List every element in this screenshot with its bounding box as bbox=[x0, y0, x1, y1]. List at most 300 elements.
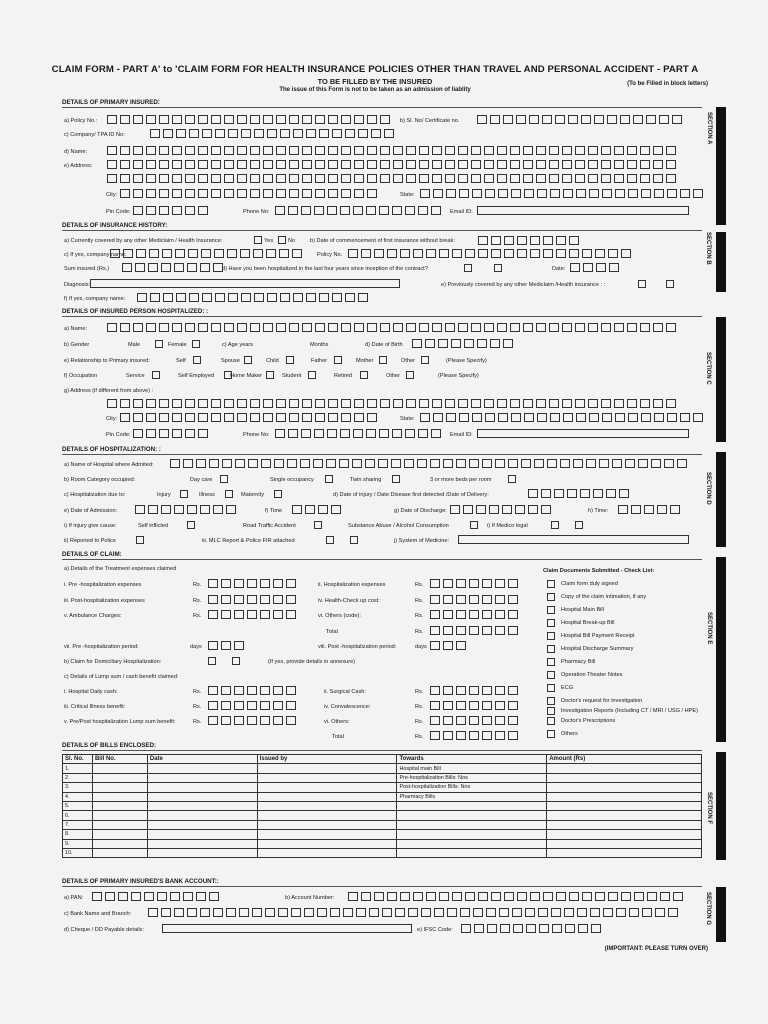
char-box[interactable] bbox=[189, 129, 199, 138]
char-box[interactable] bbox=[511, 413, 521, 422]
char-box[interactable] bbox=[131, 892, 141, 901]
admission-date-boxes[interactable] bbox=[135, 505, 239, 514]
char-box[interactable] bbox=[495, 610, 505, 619]
char-box[interactable] bbox=[162, 249, 172, 258]
char-box[interactable] bbox=[211, 160, 221, 169]
char-box[interactable] bbox=[515, 505, 525, 514]
char-box[interactable] bbox=[260, 579, 270, 588]
char-box[interactable] bbox=[221, 579, 231, 588]
char-box[interactable] bbox=[456, 610, 466, 619]
option-checkbox[interactable] bbox=[379, 356, 387, 364]
char-box[interactable] bbox=[174, 908, 184, 917]
char-box[interactable] bbox=[510, 174, 520, 183]
checklist-checkbox[interactable] bbox=[547, 730, 555, 738]
bills-cell[interactable] bbox=[92, 848, 147, 857]
char-box[interactable] bbox=[672, 115, 682, 124]
char-box[interactable] bbox=[432, 160, 442, 169]
char-box[interactable] bbox=[517, 236, 527, 245]
char-box[interactable] bbox=[443, 716, 453, 725]
char-box[interactable] bbox=[315, 115, 325, 124]
char-box[interactable] bbox=[486, 908, 496, 917]
amount-boxes[interactable] bbox=[208, 595, 299, 604]
char-box[interactable] bbox=[263, 399, 273, 408]
char-box[interactable] bbox=[289, 323, 299, 332]
char-box[interactable] bbox=[575, 174, 585, 183]
char-box[interactable] bbox=[215, 293, 225, 302]
bills-cell[interactable] bbox=[147, 830, 257, 839]
char-box[interactable] bbox=[133, 323, 143, 332]
char-box[interactable] bbox=[275, 206, 285, 215]
char-box[interactable] bbox=[602, 413, 612, 422]
char-box[interactable] bbox=[345, 293, 355, 302]
char-box[interactable] bbox=[250, 160, 260, 169]
checklist-checkbox[interactable] bbox=[547, 697, 555, 705]
char-box[interactable] bbox=[237, 189, 247, 198]
char-box[interactable] bbox=[341, 174, 351, 183]
bank-boxes[interactable] bbox=[148, 908, 681, 917]
male-checkbox[interactable] bbox=[155, 340, 163, 348]
char-box[interactable] bbox=[185, 146, 195, 155]
char-box[interactable] bbox=[484, 174, 494, 183]
char-box[interactable] bbox=[261, 459, 271, 468]
option-checkbox[interactable] bbox=[421, 356, 429, 364]
char-box[interactable] bbox=[465, 249, 475, 258]
bills-cell[interactable]: Hospital main Bill bbox=[397, 764, 547, 773]
char-box[interactable] bbox=[185, 115, 195, 124]
char-box[interactable] bbox=[536, 160, 546, 169]
option-checkbox[interactable] bbox=[220, 475, 228, 483]
char-box[interactable] bbox=[392, 429, 402, 438]
char-box[interactable] bbox=[680, 189, 690, 198]
char-box[interactable] bbox=[582, 249, 592, 258]
char-box[interactable] bbox=[588, 323, 598, 332]
char-box[interactable] bbox=[122, 263, 132, 272]
char-box[interactable] bbox=[508, 459, 518, 468]
char-box[interactable] bbox=[273, 579, 283, 588]
char-box[interactable] bbox=[341, 399, 351, 408]
char-box[interactable] bbox=[384, 129, 394, 138]
char-box[interactable] bbox=[420, 189, 430, 198]
bills-cell[interactable] bbox=[147, 820, 257, 829]
char-box[interactable] bbox=[439, 892, 449, 901]
char-box[interactable] bbox=[666, 399, 676, 408]
char-box[interactable] bbox=[653, 160, 663, 169]
char-box[interactable] bbox=[302, 115, 312, 124]
char-box[interactable] bbox=[588, 146, 598, 155]
char-box[interactable] bbox=[641, 413, 651, 422]
char-box[interactable] bbox=[473, 908, 483, 917]
char-box[interactable] bbox=[469, 716, 479, 725]
ifsc-boxes[interactable] bbox=[461, 924, 604, 933]
char-box[interactable] bbox=[345, 129, 355, 138]
char-box[interactable] bbox=[627, 323, 637, 332]
bills-cell[interactable] bbox=[397, 830, 547, 839]
char-box[interactable] bbox=[289, 189, 299, 198]
char-box[interactable] bbox=[211, 399, 221, 408]
char-box[interactable] bbox=[640, 399, 650, 408]
char-box[interactable] bbox=[657, 505, 667, 514]
char-box[interactable] bbox=[510, 146, 520, 155]
char-box[interactable] bbox=[476, 505, 486, 514]
char-box[interactable] bbox=[201, 249, 211, 258]
char-box[interactable] bbox=[609, 263, 619, 272]
char-box[interactable] bbox=[358, 129, 368, 138]
char-box[interactable] bbox=[523, 146, 533, 155]
char-box[interactable] bbox=[508, 610, 518, 619]
char-box[interactable] bbox=[379, 429, 389, 438]
char-box[interactable] bbox=[196, 459, 206, 468]
char-box[interactable] bbox=[502, 505, 512, 514]
char-box[interactable] bbox=[471, 174, 481, 183]
char-box[interactable] bbox=[330, 908, 340, 917]
char-box[interactable] bbox=[198, 323, 208, 332]
char-box[interactable] bbox=[159, 323, 169, 332]
char-box[interactable] bbox=[607, 115, 617, 124]
char-box[interactable] bbox=[430, 459, 440, 468]
char-box[interactable] bbox=[555, 115, 565, 124]
char-box[interactable] bbox=[328, 399, 338, 408]
address-boxes-1[interactable] bbox=[107, 160, 679, 169]
char-box[interactable] bbox=[379, 206, 389, 215]
amount-boxes[interactable] bbox=[208, 701, 299, 710]
char-box[interactable] bbox=[273, 595, 283, 604]
option-checkbox[interactable] bbox=[406, 371, 414, 379]
char-box[interactable] bbox=[234, 686, 244, 695]
char-box[interactable] bbox=[367, 399, 377, 408]
char-box[interactable] bbox=[549, 146, 559, 155]
char-box[interactable] bbox=[430, 686, 440, 695]
char-box[interactable] bbox=[250, 146, 260, 155]
bills-cell[interactable] bbox=[92, 773, 147, 782]
c-name-boxes[interactable] bbox=[107, 323, 679, 332]
char-box[interactable] bbox=[208, 716, 218, 725]
char-box[interactable] bbox=[208, 701, 218, 710]
char-box[interactable] bbox=[224, 399, 234, 408]
char-box[interactable] bbox=[237, 399, 247, 408]
char-box[interactable] bbox=[432, 146, 442, 155]
char-box[interactable] bbox=[482, 701, 492, 710]
char-box[interactable] bbox=[263, 146, 273, 155]
char-box[interactable] bbox=[543, 249, 553, 258]
char-box[interactable] bbox=[276, 115, 286, 124]
char-box[interactable] bbox=[539, 924, 549, 933]
char-box[interactable] bbox=[247, 610, 257, 619]
char-box[interactable] bbox=[328, 174, 338, 183]
c-pin-boxes[interactable] bbox=[133, 429, 211, 438]
char-box[interactable] bbox=[302, 146, 312, 155]
char-box[interactable] bbox=[463, 505, 473, 514]
char-box[interactable] bbox=[594, 115, 604, 124]
char-box[interactable] bbox=[537, 189, 547, 198]
char-box[interactable] bbox=[120, 413, 130, 422]
char-box[interactable] bbox=[340, 429, 350, 438]
char-box[interactable] bbox=[536, 323, 546, 332]
char-box[interactable] bbox=[621, 892, 631, 901]
char-box[interactable] bbox=[634, 892, 644, 901]
char-box[interactable] bbox=[508, 626, 518, 635]
char-box[interactable] bbox=[235, 459, 245, 468]
char-box[interactable] bbox=[469, 595, 479, 604]
char-box[interactable] bbox=[234, 610, 244, 619]
char-box[interactable] bbox=[354, 189, 364, 198]
char-box[interactable] bbox=[614, 399, 624, 408]
bills-cell[interactable] bbox=[92, 792, 147, 801]
char-box[interactable] bbox=[250, 399, 260, 408]
char-box[interactable] bbox=[211, 115, 221, 124]
char-box[interactable] bbox=[289, 399, 299, 408]
char-box[interactable] bbox=[148, 263, 158, 272]
char-box[interactable] bbox=[137, 293, 147, 302]
hospital-boxes[interactable] bbox=[170, 459, 690, 468]
injury-date-boxes[interactable] bbox=[528, 489, 632, 498]
char-box[interactable] bbox=[315, 189, 325, 198]
bills-cell[interactable] bbox=[397, 839, 547, 848]
char-box[interactable] bbox=[172, 146, 182, 155]
char-box[interactable] bbox=[161, 908, 171, 917]
char-box[interactable] bbox=[213, 908, 223, 917]
char-box[interactable] bbox=[380, 399, 390, 408]
char-box[interactable] bbox=[208, 579, 218, 588]
char-box[interactable] bbox=[530, 249, 540, 258]
char-box[interactable] bbox=[508, 686, 518, 695]
char-box[interactable] bbox=[170, 459, 180, 468]
char-box[interactable] bbox=[582, 892, 592, 901]
char-box[interactable] bbox=[120, 146, 130, 155]
char-box[interactable] bbox=[569, 236, 579, 245]
char-box[interactable] bbox=[500, 924, 510, 933]
char-box[interactable] bbox=[302, 174, 312, 183]
char-box[interactable] bbox=[198, 429, 208, 438]
bills-cell[interactable] bbox=[547, 783, 702, 792]
char-box[interactable] bbox=[443, 459, 453, 468]
char-box[interactable] bbox=[318, 505, 328, 514]
char-box[interactable] bbox=[286, 610, 296, 619]
char-box[interactable] bbox=[252, 908, 262, 917]
char-box[interactable] bbox=[328, 323, 338, 332]
char-box[interactable] bbox=[260, 595, 270, 604]
char-box[interactable] bbox=[495, 579, 505, 588]
char-box[interactable] bbox=[668, 908, 678, 917]
medicine-field[interactable] bbox=[458, 535, 689, 544]
bills-cell[interactable] bbox=[92, 801, 147, 810]
bills-cell[interactable]: Pre-hospitalization Bills: Nos bbox=[397, 773, 547, 782]
char-box[interactable] bbox=[419, 146, 429, 155]
char-box[interactable] bbox=[354, 115, 364, 124]
char-box[interactable] bbox=[472, 413, 482, 422]
char-box[interactable] bbox=[556, 249, 566, 258]
char-box[interactable] bbox=[508, 731, 518, 740]
char-box[interactable] bbox=[120, 160, 130, 169]
char-box[interactable] bbox=[693, 189, 703, 198]
char-box[interactable] bbox=[562, 146, 572, 155]
char-box[interactable] bbox=[237, 174, 247, 183]
char-box[interactable] bbox=[226, 505, 236, 514]
char-box[interactable] bbox=[568, 115, 578, 124]
char-box[interactable] bbox=[512, 908, 522, 917]
c-email-field[interactable] bbox=[477, 429, 689, 438]
char-box[interactable] bbox=[326, 459, 336, 468]
char-box[interactable] bbox=[418, 429, 428, 438]
char-box[interactable] bbox=[292, 249, 302, 258]
discharge-date-boxes[interactable] bbox=[450, 505, 554, 514]
char-box[interactable] bbox=[458, 399, 468, 408]
char-box[interactable] bbox=[185, 189, 195, 198]
char-box[interactable] bbox=[280, 129, 290, 138]
option-checkbox[interactable] bbox=[308, 371, 316, 379]
diagnosis-field[interactable] bbox=[90, 279, 400, 288]
char-box[interactable] bbox=[653, 174, 663, 183]
char-box[interactable] bbox=[450, 505, 460, 514]
char-box[interactable] bbox=[654, 189, 664, 198]
char-box[interactable] bbox=[374, 249, 384, 258]
char-box[interactable] bbox=[640, 323, 650, 332]
bills-cell[interactable] bbox=[147, 811, 257, 820]
bills-cell[interactable]: Post-hospitalization Bills: Nos bbox=[397, 783, 547, 792]
char-box[interactable] bbox=[327, 206, 337, 215]
char-box[interactable] bbox=[484, 323, 494, 332]
char-box[interactable] bbox=[471, 146, 481, 155]
char-box[interactable] bbox=[213, 505, 223, 514]
char-box[interactable] bbox=[485, 189, 495, 198]
char-box[interactable] bbox=[328, 115, 338, 124]
char-box[interactable] bbox=[354, 413, 364, 422]
char-box[interactable] bbox=[469, 459, 479, 468]
char-box[interactable] bbox=[464, 339, 474, 348]
char-box[interactable] bbox=[451, 339, 461, 348]
char-box[interactable] bbox=[443, 579, 453, 588]
char-box[interactable] bbox=[200, 505, 210, 514]
char-box[interactable] bbox=[133, 160, 143, 169]
char-box[interactable] bbox=[159, 146, 169, 155]
char-box[interactable] bbox=[110, 249, 120, 258]
char-box[interactable] bbox=[198, 160, 208, 169]
char-box[interactable] bbox=[120, 399, 130, 408]
char-box[interactable] bbox=[302, 189, 312, 198]
char-box[interactable] bbox=[187, 263, 197, 272]
char-box[interactable] bbox=[588, 174, 598, 183]
char-box[interactable] bbox=[176, 129, 186, 138]
char-box[interactable] bbox=[508, 595, 518, 604]
char-box[interactable] bbox=[133, 189, 143, 198]
char-box[interactable] bbox=[487, 924, 497, 933]
char-box[interactable] bbox=[211, 323, 221, 332]
bills-cell[interactable] bbox=[257, 830, 397, 839]
char-box[interactable] bbox=[629, 908, 639, 917]
bills-cell[interactable] bbox=[397, 811, 547, 820]
char-box[interactable] bbox=[393, 399, 403, 408]
char-box[interactable] bbox=[315, 399, 325, 408]
char-box[interactable] bbox=[224, 160, 234, 169]
char-box[interactable] bbox=[276, 146, 286, 155]
char-box[interactable] bbox=[430, 579, 440, 588]
company-boxes[interactable] bbox=[110, 249, 305, 258]
char-box[interactable] bbox=[234, 595, 244, 604]
char-box[interactable] bbox=[175, 249, 185, 258]
char-box[interactable] bbox=[434, 908, 444, 917]
bills-cell[interactable] bbox=[547, 820, 702, 829]
reported-checkbox[interactable] bbox=[136, 536, 144, 544]
char-box[interactable] bbox=[596, 263, 606, 272]
char-box[interactable] bbox=[460, 908, 470, 917]
char-box[interactable] bbox=[159, 413, 169, 422]
checklist-checkbox[interactable] bbox=[547, 593, 555, 601]
char-box[interactable] bbox=[302, 160, 312, 169]
char-box[interactable] bbox=[328, 413, 338, 422]
char-box[interactable] bbox=[538, 908, 548, 917]
char-box[interactable] bbox=[523, 174, 533, 183]
char-box[interactable] bbox=[286, 579, 296, 588]
char-box[interactable] bbox=[273, 610, 283, 619]
fir-yes-checkbox[interactable] bbox=[326, 536, 334, 544]
char-box[interactable] bbox=[287, 459, 297, 468]
char-box[interactable] bbox=[133, 174, 143, 183]
bills-cell[interactable] bbox=[397, 820, 547, 829]
char-box[interactable] bbox=[170, 892, 180, 901]
checklist-checkbox[interactable] bbox=[547, 707, 555, 715]
char-box[interactable] bbox=[250, 189, 260, 198]
char-box[interactable] bbox=[575, 160, 585, 169]
char-box[interactable] bbox=[187, 505, 197, 514]
char-box[interactable] bbox=[477, 115, 487, 124]
char-box[interactable] bbox=[172, 429, 182, 438]
char-box[interactable] bbox=[343, 908, 353, 917]
char-box[interactable] bbox=[670, 505, 680, 514]
char-box[interactable] bbox=[504, 236, 514, 245]
char-box[interactable] bbox=[528, 505, 538, 514]
commencement-date-boxes[interactable] bbox=[478, 236, 582, 245]
c-city-boxes[interactable] bbox=[120, 413, 380, 422]
char-box[interactable] bbox=[477, 339, 487, 348]
char-box[interactable] bbox=[187, 908, 197, 917]
char-box[interactable] bbox=[425, 339, 435, 348]
char-box[interactable] bbox=[537, 413, 547, 422]
char-box[interactable] bbox=[439, 249, 449, 258]
char-box[interactable] bbox=[146, 206, 156, 215]
char-box[interactable] bbox=[508, 716, 518, 725]
char-box[interactable] bbox=[471, 399, 481, 408]
char-box[interactable] bbox=[224, 413, 234, 422]
state-boxes[interactable] bbox=[420, 189, 706, 198]
amount-boxes[interactable] bbox=[208, 610, 299, 619]
char-box[interactable] bbox=[445, 146, 455, 155]
char-box[interactable] bbox=[315, 174, 325, 183]
char-box[interactable] bbox=[490, 115, 500, 124]
char-box[interactable] bbox=[554, 489, 564, 498]
char-box[interactable] bbox=[237, 115, 247, 124]
char-box[interactable] bbox=[482, 731, 492, 740]
char-box[interactable] bbox=[431, 429, 441, 438]
option-checkbox[interactable] bbox=[360, 371, 368, 379]
char-box[interactable] bbox=[185, 429, 195, 438]
char-box[interactable] bbox=[224, 323, 234, 332]
char-box[interactable] bbox=[214, 249, 224, 258]
char-box[interactable] bbox=[601, 174, 611, 183]
amount-boxes[interactable] bbox=[430, 731, 521, 740]
char-box[interactable] bbox=[420, 413, 430, 422]
char-box[interactable] bbox=[237, 413, 247, 422]
char-box[interactable] bbox=[452, 249, 462, 258]
char-box[interactable] bbox=[276, 323, 286, 332]
bills-cell[interactable] bbox=[147, 764, 257, 773]
policy-boxes[interactable] bbox=[348, 249, 634, 258]
checklist-checkbox[interactable] bbox=[547, 671, 555, 679]
char-box[interactable] bbox=[495, 701, 505, 710]
char-box[interactable] bbox=[135, 505, 145, 514]
checklist-checkbox[interactable] bbox=[547, 658, 555, 666]
char-box[interactable] bbox=[478, 892, 488, 901]
char-box[interactable] bbox=[510, 160, 520, 169]
char-box[interactable] bbox=[247, 595, 257, 604]
